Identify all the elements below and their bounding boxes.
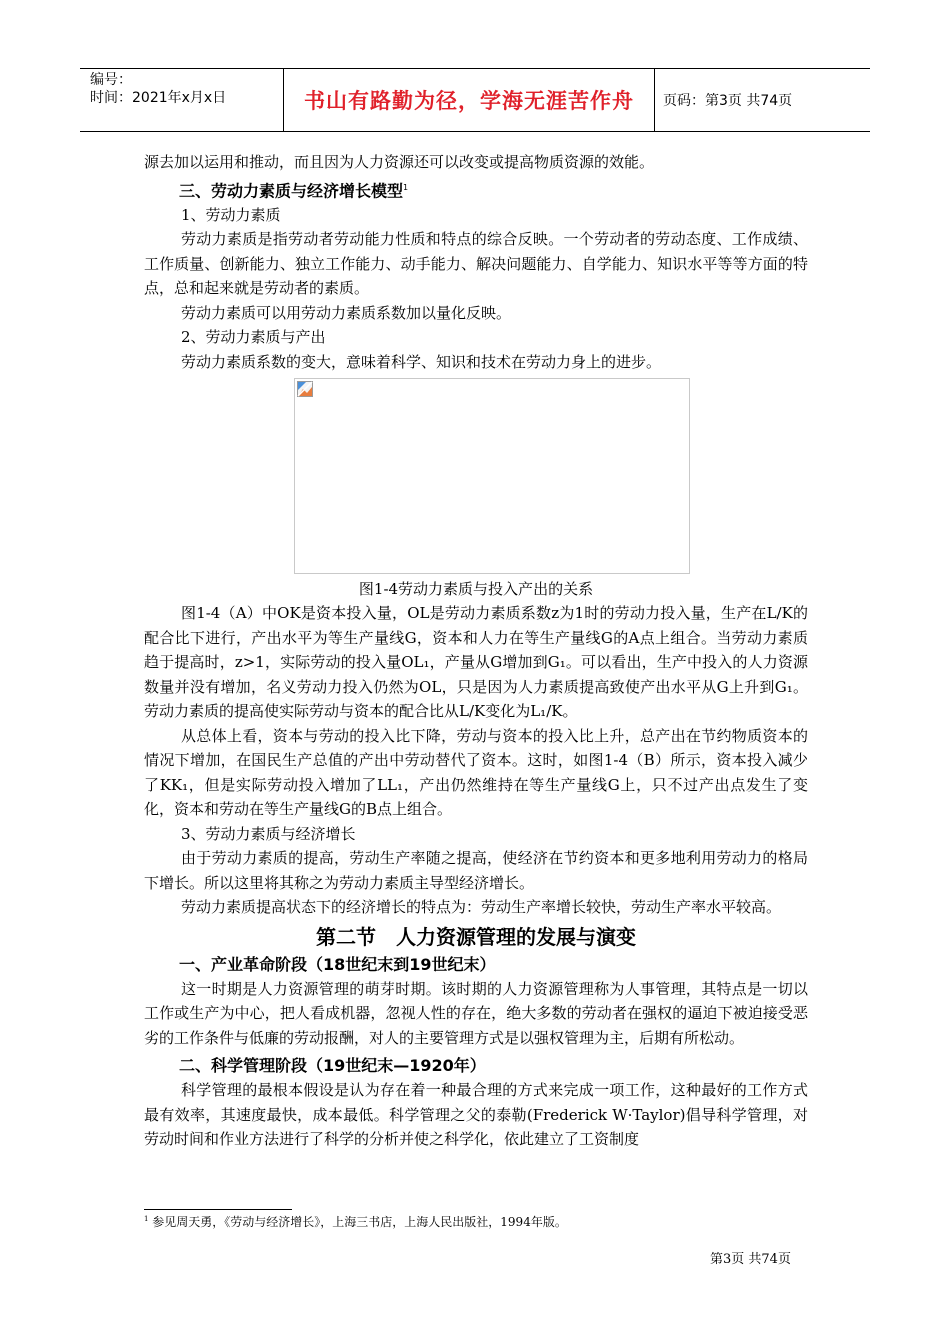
figure-image-placeholder xyxy=(294,378,690,574)
document-date: 时间：2021年x月x日 xyxy=(90,90,227,106)
document-body xyxy=(144,150,808,1152)
header-left-cell xyxy=(80,69,283,131)
footnote-ref[interactable]: 1 xyxy=(403,182,409,192)
footnote-divider xyxy=(144,1209,292,1210)
document-number-label: 编号： xyxy=(90,72,132,88)
paragraph: 科学管理的最根本假设是认为存在着一种最合理的方式来完成一项工作，这种最好的工作方式最有效率，其速度最快，成本最低。科学管理之父的泰勒(Frederick W·Taylor)倡导科学管理，对劳动时间和作业方法进行了科学的分析并使之科学化，依此建立了工资制度 xyxy=(144,1081,808,1149)
paragraph: 由于劳动力素质的提高，劳动生产率随之提高，使经济在节约资本和更多地利用劳动力的格局下增长。所以这里将其称之为劳动力素质主导型经济增长。 xyxy=(144,849,808,892)
footnote-text: 参见周天勇，《劳动与经济增长》，上海三书店，上海人民出版社，1994年版。 xyxy=(148,1215,567,1229)
paragraph: 劳动力素质可以用劳动力素质系数加以量化反映。 xyxy=(181,303,512,322)
subsection-title: 2、劳动力素质与产出 xyxy=(181,328,326,347)
subsection-title: 3、劳动力素质与经济增长 xyxy=(181,824,356,843)
paragraph: 图1-4（A）中OK是资本投入量，OL是劳动力素质系数z为1时的劳动力投入量，生产在L/K的配合比下进行，产出水平为等生产量线G，资本和人力在等生产量线G的A点上组合。当劳动力素质趋于提高时，z>1，实际劳动的投入量OL₁，产量从G增加到G₁。可以看出，生产中投入的人力资源数量并没有增加，名义劳动力投入仍然为OL，只是因为人力素质提高致使产出水平从G上升到G₁。劳动力素质的提高使实际劳动与资本的配合比从L/K变化为L₁/K。 xyxy=(144,604,808,721)
footnote-marker: 1 xyxy=(144,1215,149,1223)
paragraph: 劳动力素质是指劳动者劳动能力性质和特点的综合反映。一个劳动者的劳动态度、工作成绩、工作质量、创新能力、独立工作能力、动手能力、解决问题能力、自学能力、知识水平等等方面的特点，总和起来就是劳动者的素质。 xyxy=(144,230,808,298)
paragraph: 从总体上看，资本与劳动的投入比下降，劳动与资本的投入比上升，总产出在节约物质资本的情况下增加，在国民生产总值的产出中劳动替代了资本。这时，如图1-4（B）所示，资本投入减少了KK₁，但是实际劳动投入增加了LL₁，产出仍然维持在等生产量线G上，只不过产出点发生了变化，资本和劳动在等生产量线G的B点上组合。 xyxy=(144,726,808,819)
header-page-code: 页码：第3页 共74页 xyxy=(663,93,793,109)
paragraph: 这一时期是人力资源管理的萌芽时期。该时期的人力资源管理称为人事管理，其特点是一切以工作或生产为中心，把人看成机器，忽视人性的存在，绝大多数的劳动者在强权的逼迫下被迫接受恶劣的工作条件与低廉的劳动报酬，对人的主要管理方式是以强权管理为主，后期有所松动。 xyxy=(144,979,808,1047)
chapter-section-title: 第二节 人力资源管理的发展与演变 xyxy=(316,924,636,949)
page-footer: 第3页 共74页 xyxy=(710,1252,791,1267)
section-heading: 二、科学管理阶段（19世纪末—1920年） xyxy=(179,1056,486,1076)
paragraph: 源去加以运用和推动，而且因为人力资源还可以改变或提高物质资源的效能。 xyxy=(144,153,655,171)
subsection-title: 1、劳动力素质 xyxy=(181,205,281,224)
section-heading-text: 三、劳动力素质与经济增长模型 xyxy=(179,180,404,200)
header-motto-cell xyxy=(283,69,655,131)
paragraph: 劳动力素质提高状态下的经济增长的特点为：劳动生产率增长较快，劳动生产率水平较高。 xyxy=(181,898,782,917)
footnote xyxy=(144,1211,567,1230)
section-heading: 一、产业革命阶段（18世纪末到19世纪末） xyxy=(179,954,496,974)
section-heading xyxy=(144,175,808,203)
figure-caption: 图1-4劳动力素质与投入产出的关系 xyxy=(358,580,594,599)
paragraph: 劳动力素质系数的变大，意味着科学、知识和技术在劳动力身上的进步。 xyxy=(181,352,662,371)
broken-image-icon xyxy=(297,381,313,397)
header-motto: 书山有路勤为径，学海无涯苦作舟 xyxy=(304,89,634,113)
header-page-code-cell xyxy=(655,69,870,131)
page-header xyxy=(80,68,870,132)
